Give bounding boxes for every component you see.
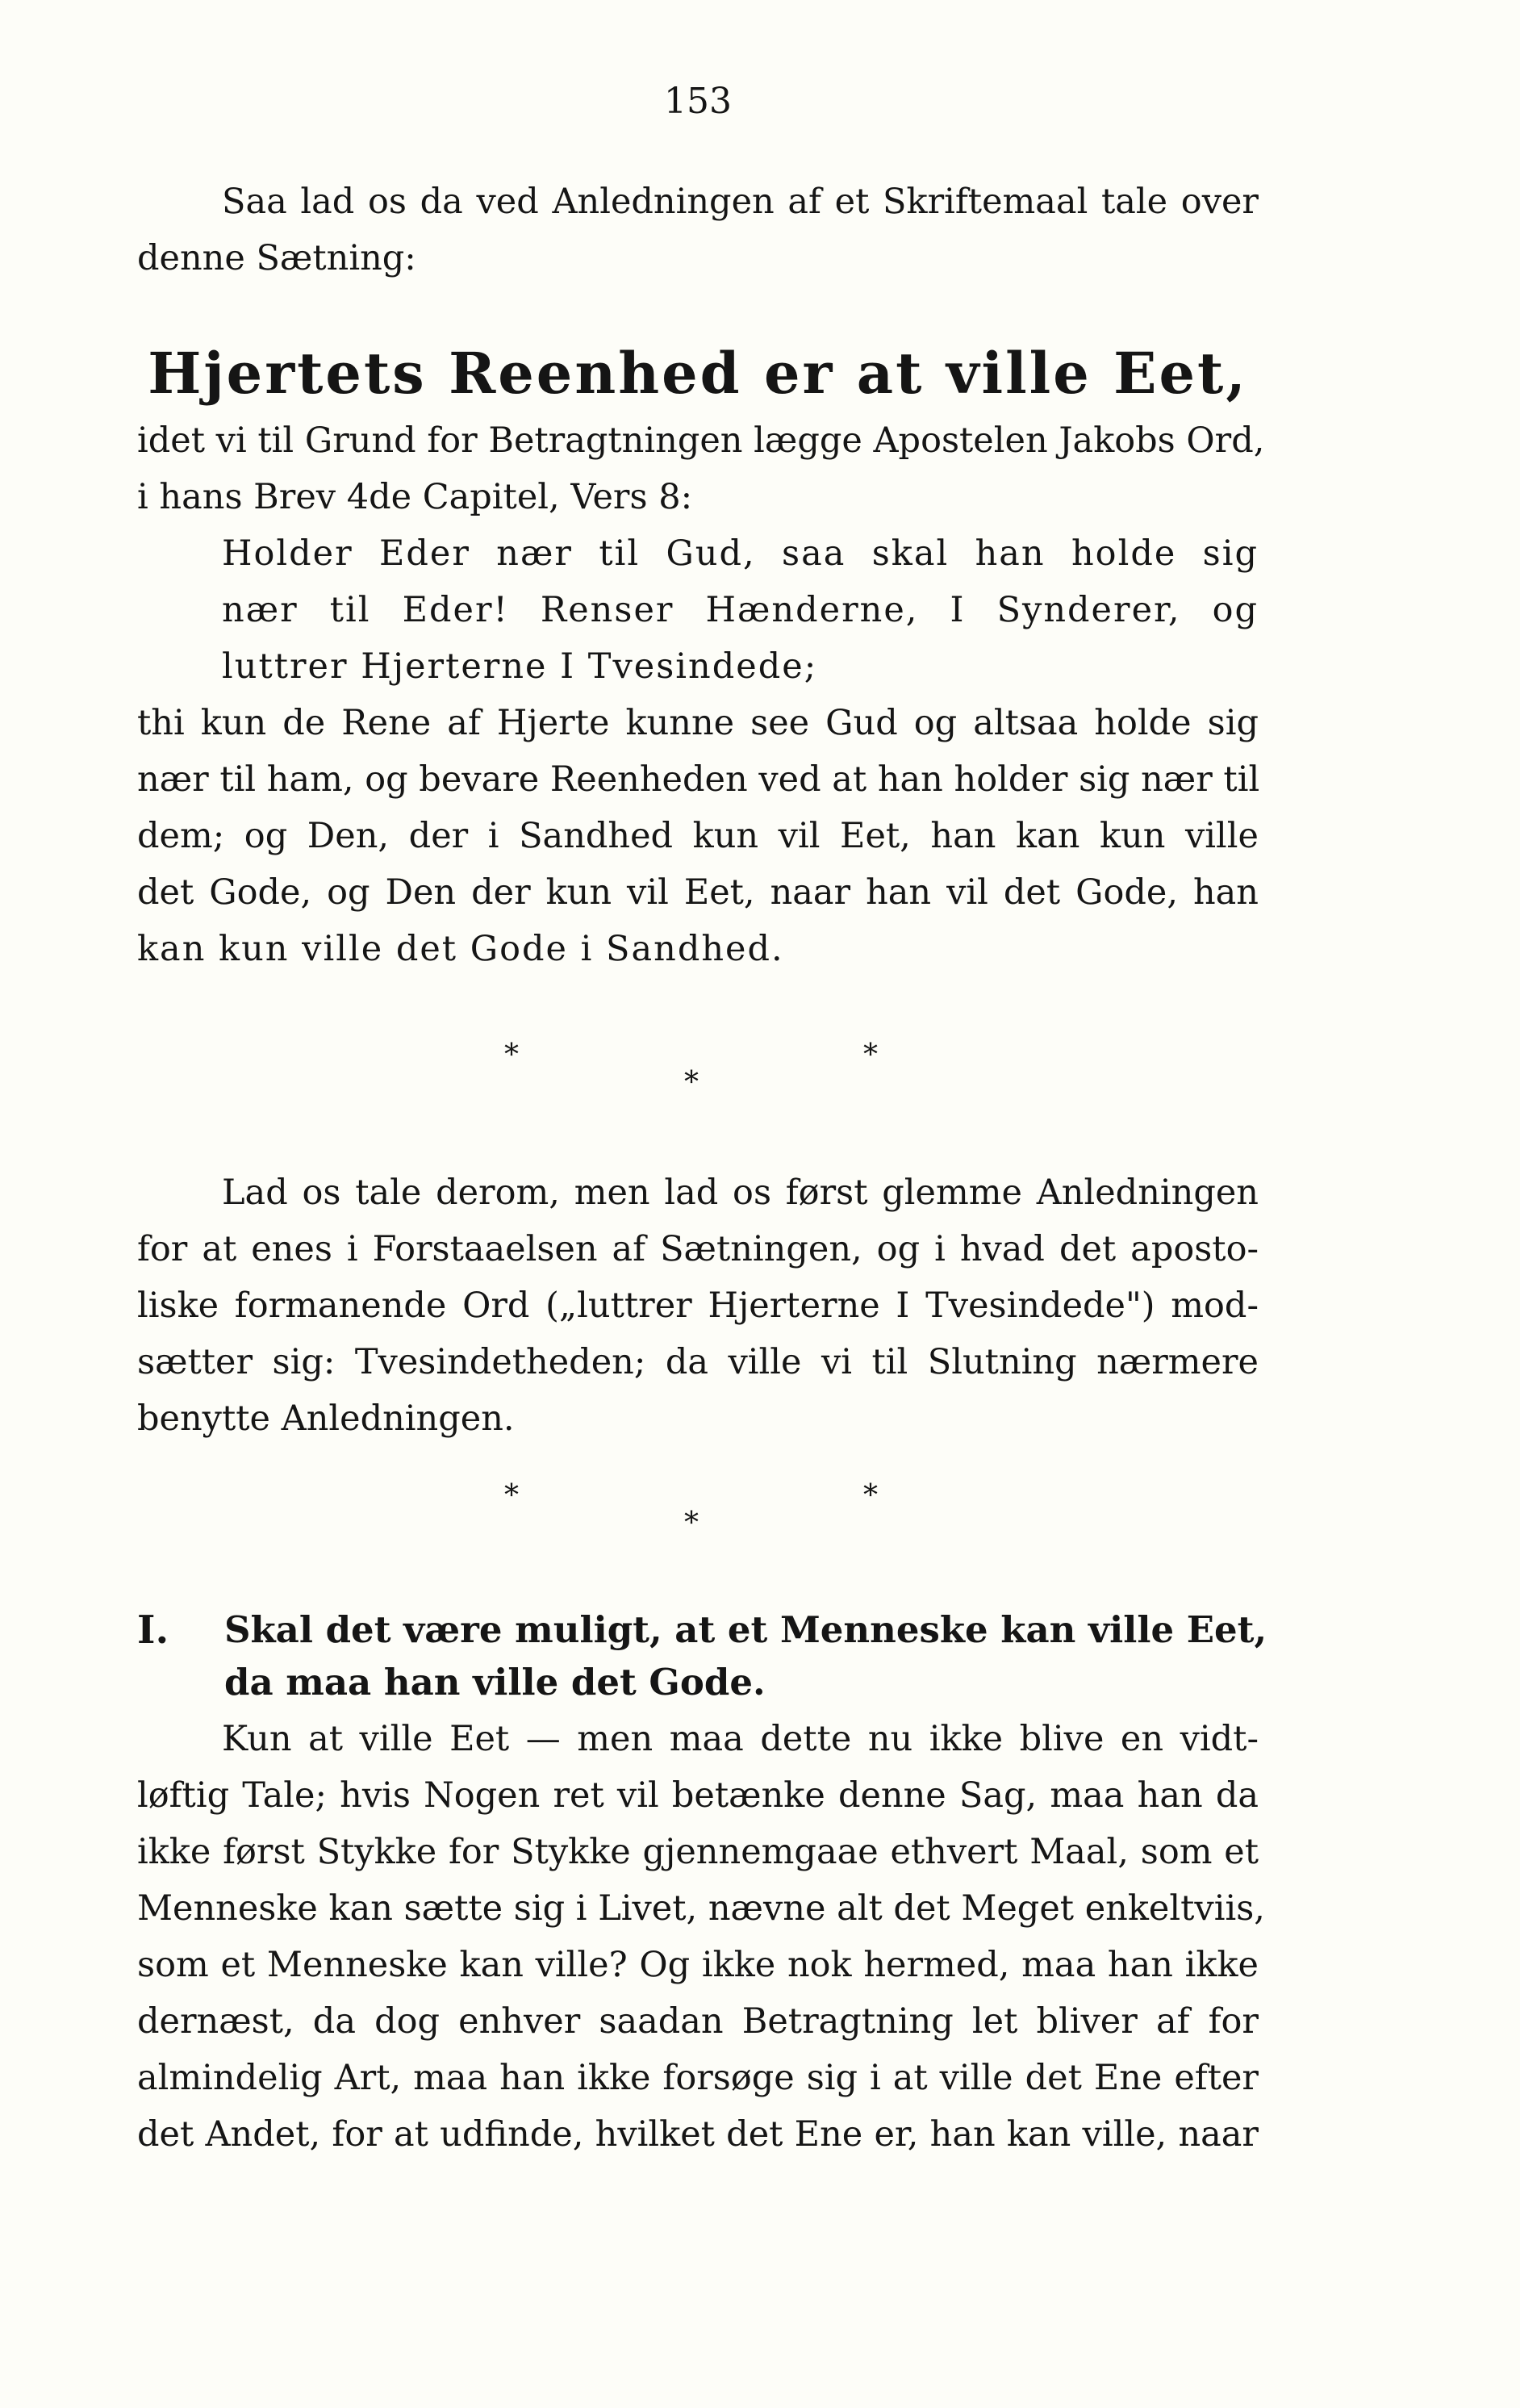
paragraph-1-line: denne Sætning: (137, 238, 416, 278)
asterisk: * (684, 1507, 699, 1540)
paragraph-1-line: Saa lad os da ved Anledningen af et Skriftemaal tale over (222, 182, 1259, 222)
paragraph-4-line: for at enes i Forstaaelsen af Sætningen, og i hvad det aposto- (137, 1229, 1259, 1269)
section-title: Hjertets Reenhed er at ville Eet, (148, 340, 1248, 407)
paragraph-5-line: løftig Tale; hvis Nogen ret vil betænke denne Sag, maa han da (137, 1775, 1259, 1816)
asterisk: * (863, 1039, 878, 1072)
paragraph-5-line: Menneske kan sætte sig i Livet, nævne alt det Meget enkeltviis, (137, 1888, 1265, 1929)
page-number: 153 (664, 81, 732, 122)
paragraph-3-line: det Gode, og Den der kun vil Eet, naar han vil det Gode, han (137, 872, 1259, 913)
paragraph-5-line: almindelig Art, maa han ikke forsøge sig i at ville det Ene efter (137, 2058, 1259, 2098)
paragraph-2-line: idet vi til Grund for Betragtningen lægge Apostelen Jakobs Ord, (137, 420, 1265, 461)
paragraph-3-line: kan kun ville det Gode i Sandhed. (137, 929, 784, 969)
asterism-separator (137, 1041, 1259, 1114)
paragraph-3-line: thi kun de Rene af Hjerte kunne see Gud og altsaa holde sig (137, 703, 1259, 743)
section-heading-line: Skal det være muligt, at et Menneske kan ville Eet, (224, 1608, 1267, 1651)
paragraph-4-line: liske formanende Ord („luttrer Hjerterne I Tvesindede") mod- (137, 1286, 1259, 1326)
quote-line: Holder Eder nær til Gud, saa skal han holde sig (222, 533, 1259, 574)
asterisk: * (504, 1479, 519, 1512)
asterisk: * (504, 1039, 519, 1072)
paragraph-4-line: sætter sig: Tvesindetheden; da ville vi til Slutning nærmere (137, 1342, 1259, 1382)
paragraph-5-line: dernæst, da dog enhver saadan Betragtning let bliver af for (137, 2001, 1259, 2042)
paragraph-4-line: Lad os tale derom, men lad os først glemme Anledningen (222, 1173, 1259, 1213)
asterism-separator (137, 1479, 1259, 1554)
paragraph-3-line: nær til ham, og bevare Reenheden ved at han holder sig nær til (137, 759, 1260, 800)
paragraph-2-line: i hans Brev 4de Capitel, Vers 8: (137, 477, 693, 517)
quote-line: nær til Eder! Renser Hænderne, I Synderer, og (222, 590, 1259, 630)
paragraph-4-line: benytte Anledningen. (137, 1398, 515, 1439)
asterisk: * (684, 1066, 699, 1099)
paragraph-5-line: som et Menneske kan ville? Og ikke nok hermed, maa han ikke (137, 1945, 1259, 1985)
quote-line: luttrer Hjerterne I Tvesindede; (222, 646, 818, 687)
document-page (137, 0, 1267, 2408)
paragraph-5-line: ikke først Stykke for Stykke gjennemgaae ethvert Maal, som et (137, 1832, 1259, 1872)
section-heading-line: da maa han ville det Gode. (224, 1661, 766, 1704)
paragraph-5-line: Kun at ville Eet — men maa dette nu ikke blive en vidt- (222, 1719, 1259, 1759)
section-number: I. (137, 1607, 169, 1653)
asterisk: * (863, 1479, 878, 1512)
paragraph-3-line: dem; og Den, der i Sandhed kun vil Eet, han kan kun ville (137, 816, 1259, 856)
paragraph-5-line: det Andet, for at udfinde, hvilket det Ene er, han kan ville, naar (137, 2114, 1259, 2155)
